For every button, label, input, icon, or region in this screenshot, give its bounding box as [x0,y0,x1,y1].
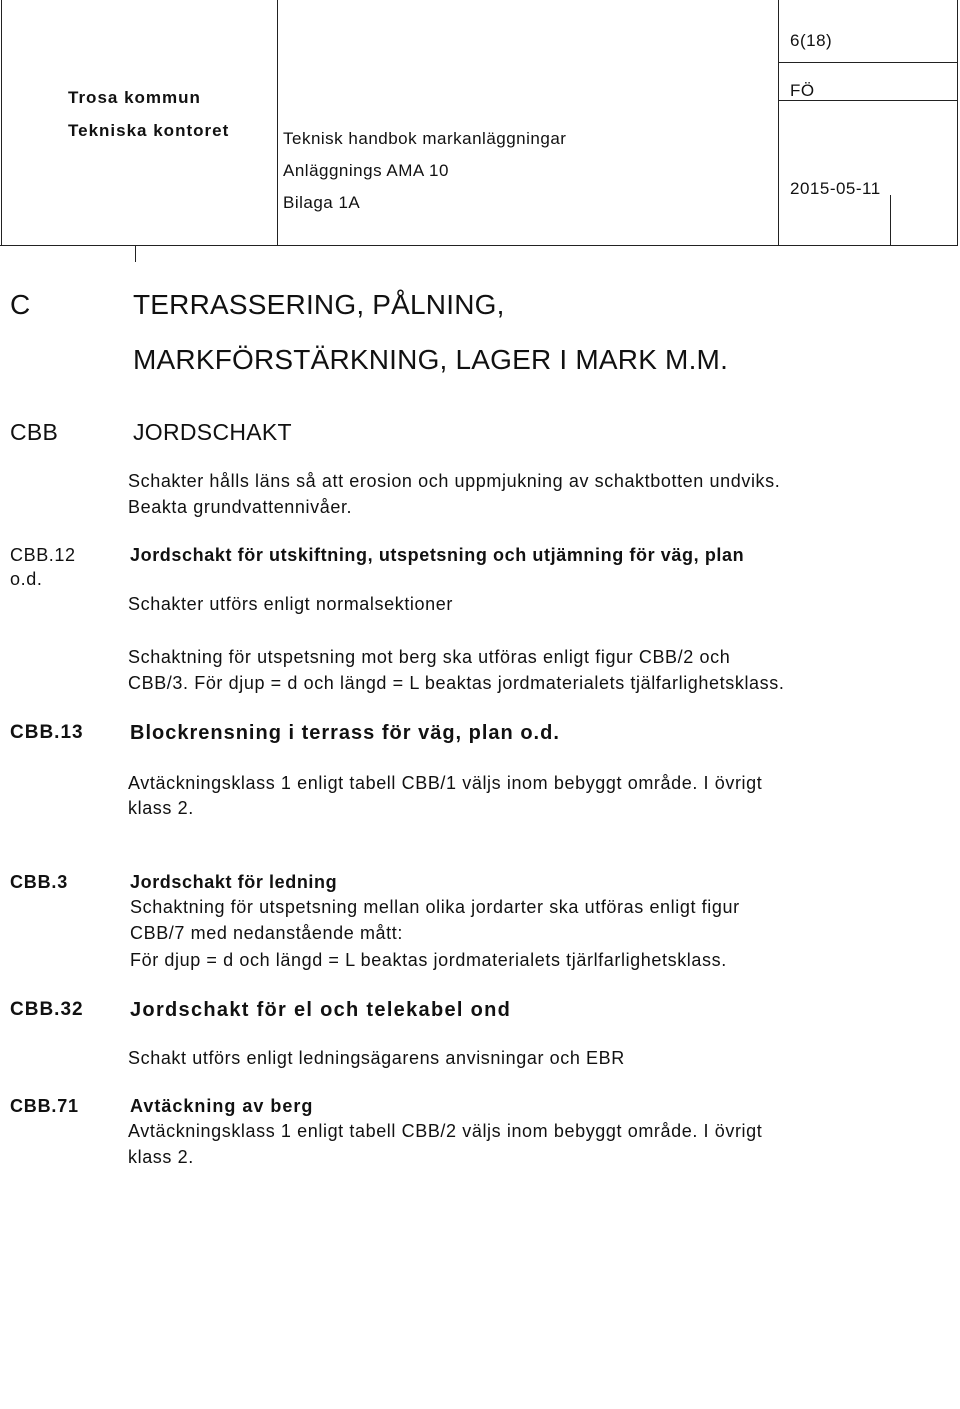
organization-name: Trosa kommun [68,88,201,107]
paragraph-line: CBB/7 med nedanstående mått: [130,923,403,943]
paragraph-line: Schakter hålls läns så att erosion och uppmjukning av schaktbotten undviks. [128,471,781,491]
section-code: CBB [10,419,59,445]
section-title: Jordschakt för el och telekabel ond [130,999,512,1021]
section-title: JORDSCHAKT [133,419,292,445]
section-title: Avtäckning av berg [130,1096,314,1116]
header-border-right [957,0,958,245]
section-code: CBB.3 [10,872,69,892]
section-title: Jordschakt för ledning [130,872,338,892]
paragraph-line: Schakter utförs enligt normalsektioner [128,594,453,614]
header-date-divider [890,195,891,245]
paragraph-line: Beakta grundvattennivåer. [128,497,353,517]
standard-name: Anläggnings AMA 10 [283,161,449,180]
appendix-name: Bilaga 1A [283,193,361,212]
header-rule-page [778,62,958,63]
paragraph-line: klass 2. [128,1147,194,1167]
header-divider-2 [778,0,779,245]
page-number: 6(18) [790,31,833,50]
section-title: Blockrensning i terrass för väg, plan o.d. [130,722,560,744]
section-code-suffix: o.d. [10,569,43,589]
paragraph-line: Avtäckningsklass 1 enligt tabell CBB/1 väljs inom bebyggt område. I övrigt [128,773,763,793]
paragraph-line: Schaktning för utspetsning mot berg ska utföras enligt figur CBB/2 och [128,647,731,667]
section-code: CBB.13 [10,722,84,743]
paragraph-line: Schakt utförs enligt ledningsägarens anvisningar och EBR [128,1048,625,1068]
document-date: 2015-05-11 [790,179,881,198]
header-border-left [1,0,2,245]
chapter-title-line: TERRASSERING, PÅLNING, [133,289,505,320]
chapter-code: C [10,289,31,320]
section-code: CBB.32 [10,999,84,1020]
section-code: CBB.71 [10,1096,79,1116]
header-rule-bottom [0,245,958,246]
paragraph-line: klass 2. [128,798,194,818]
paragraph-line: För djup = d och längd = L beaktas jordmaterialets tjärlfarlighetsklass. [130,950,727,970]
paragraph-line: CBB/3. För djup = d och längd = L beaktas jordmaterialets tjälfarlighetsklass. [128,673,785,693]
section-title: Jordschakt för utskiftning, utspetsning och utjämning för väg, plan [130,545,745,565]
section-code: CBB.12 [10,545,76,565]
header-divider-1 [277,0,278,245]
department-name: Tekniska kontoret [68,121,230,140]
paragraph-line: Avtäckningsklass 1 enligt tabell CBB/2 väljs inom bebyggt område. I övrigt [128,1121,763,1141]
column-tick [135,245,136,262]
handbook-title: Teknisk handbok markanläggningar [283,129,567,148]
document-code: FÖ [790,81,815,100]
chapter-title-line: MARKFÖRSTÄRKNING, LAGER I MARK M.M. [133,344,729,375]
paragraph-line: Schaktning för utspetsning mellan olika jordarter ska utföras enligt figur [130,897,740,917]
